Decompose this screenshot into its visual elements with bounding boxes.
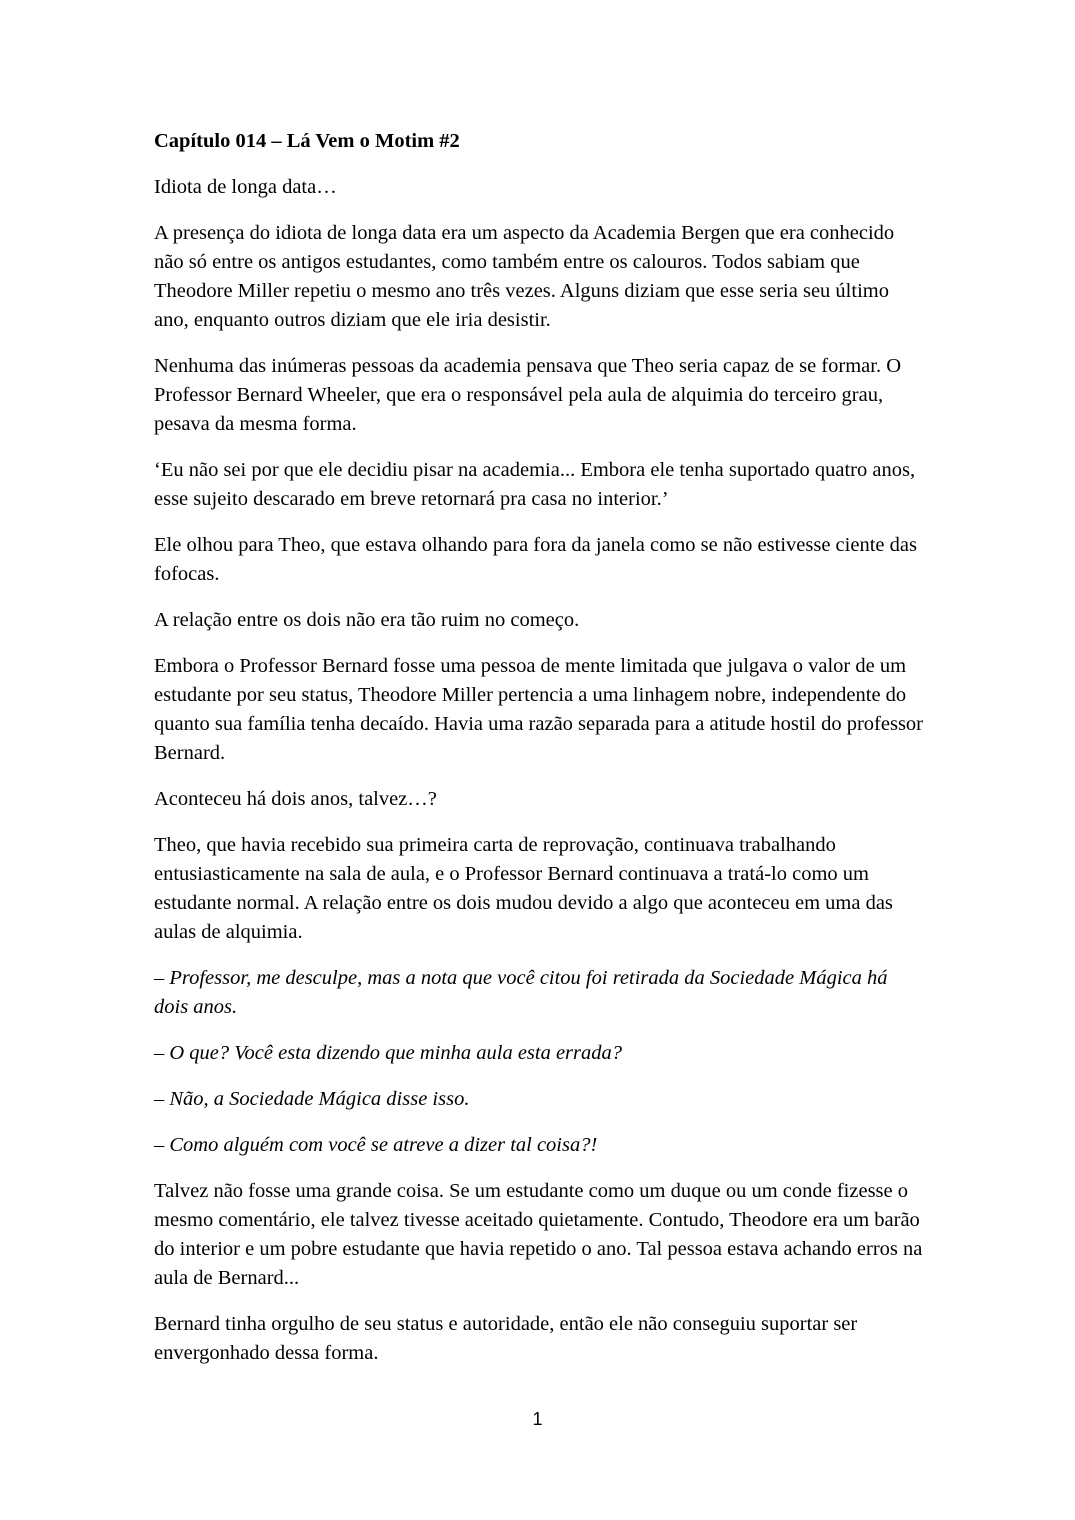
chapter-title: Capítulo 014 – Lá Vem o Motim #2 xyxy=(154,130,460,152)
document-page xyxy=(154,127,924,1385)
paragraph: Bernard tinha orgulho de seu status e autoridade, então ele não conseguiu suportar ser envergonhado dessa forma. xyxy=(154,1313,858,1364)
paragraph: Aconteceu há dois anos, talvez…? xyxy=(154,788,437,810)
paragraph: Nenhuma das inúmeras pessoas da academia pensava que Theo seria capaz de se formar. O Professor Bernard Wheeler, que era o responsável pela aula de alquimia do terceiro grau, pesava da mesma forma. xyxy=(154,355,901,435)
dialogue-paragraph: – Não, a Sociedade Mágica disse isso. xyxy=(154,1088,470,1110)
paragraph: A presença do idiota de longa data era um aspecto da Academia Bergen que era conhecido não só entre os antigos estudantes, como também entre os calouros. Todos sabiam que Theodore Miller repetiu o mesmo ano três vezes. Alguns diziam que esse seria seu último ano, enquanto outros diziam que ele iria desistir. xyxy=(154,222,895,331)
paragraph: Ele olhou para Theo, que estava olhando para fora da janela como se não estivesse ciente das fofocas. xyxy=(154,534,917,585)
paragraph: Theo, que havia recebido sua primeira carta de reprovação, continuava trabalhando entusiasticamente na sala de aula, e o Professor Bernard continuava a tratá-lo como um estudante normal. A relação entre os dois mudou devido a algo que aconteceu em uma das aulas de alquimia. xyxy=(154,834,893,943)
body-text xyxy=(154,173,924,1368)
paragraph: Idiota de longa data… xyxy=(154,176,337,198)
page-number: 1 xyxy=(532,1409,543,1429)
paragraph: ‘Eu não sei por que ele decidiu pisar na academia... Embora ele tenha suportado quatro anos, esse sujeito descarado em breve retornará pra casa no interior.’ xyxy=(154,459,916,510)
dialogue-paragraph: – Como alguém com você se atreve a dizer tal coisa?! xyxy=(154,1134,598,1156)
dialogue-paragraph: – Professor, me desculpe, mas a nota que você citou foi retirada da Sociedade Mágica há dois anos. xyxy=(154,967,888,1018)
paragraph: A relação entre os dois não era tão ruim no começo. xyxy=(154,609,580,631)
paragraph: Talvez não fosse uma grande coisa. Se um estudante como um duque ou um conde fizesse o mesmo comentário, ele talvez tivesse aceitado quietamente. Contudo, Theodore era um barão do interior e um pobre estudante que havia repetido o ano. Tal pessoa estava achando erros na aula de Bernard... xyxy=(154,1180,923,1289)
dialogue-paragraph: – O que? Você esta dizendo que minha aula esta errada? xyxy=(154,1042,623,1064)
paragraph: Embora o Professor Bernard fosse uma pessoa de mente limitada que julgava o valor de um estudante por seu status, Theodore Miller pertencia a uma linhagem nobre, independente do quanto sua família tenha decaído. Havia uma razão separada para a atitude hostil do professor Bernard. xyxy=(154,655,924,764)
